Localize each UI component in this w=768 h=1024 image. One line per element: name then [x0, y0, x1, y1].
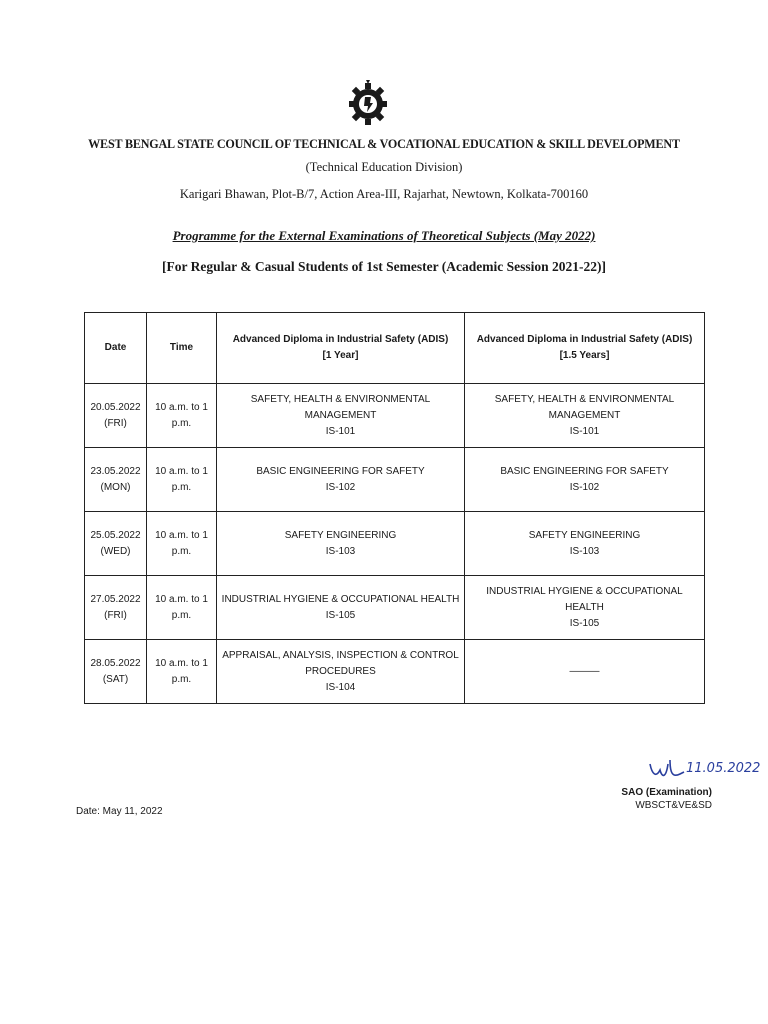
time-cell — [147, 448, 217, 512]
time-cell — [147, 576, 217, 640]
adis-1-5-years-cell — [465, 512, 705, 576]
programme-title: Programme for the External Examinations of Theoretical Subjects (May 2022) — [172, 228, 596, 243]
signatory-block — [621, 786, 712, 812]
exam-date: 28.05.2022 — [90, 657, 141, 669]
adis-1-year-cell — [217, 576, 465, 640]
organization-name: WEST BENGAL STATE COUNCIL OF TECHNICAL & VOCATIONAL EDUCATION & SKILL DEVELOPMENT — [88, 136, 680, 151]
students-subtitle: [For Regular & Casual Students of 1st Semester (Academic Session 2021-22)] — [162, 259, 606, 274]
subject-code: IS-101 — [569, 425, 600, 437]
subject-name: BASIC ENGINEERING FOR SAFETY — [256, 465, 425, 477]
exam-date: 27.05.2022 — [90, 593, 141, 605]
exam-day: (MON) — [100, 481, 131, 493]
subject-name: INDUSTRIAL HYGIENE & OCCUPATIONAL HEALTH — [486, 585, 683, 613]
exam-day: (WED) — [100, 545, 131, 557]
exam-day: (FRI) — [104, 609, 127, 621]
handwritten-signature — [640, 742, 760, 792]
exam-day: (FRI) — [104, 417, 127, 429]
subject-name: SAFETY, HEALTH & ENVIRONMENTAL MANAGEMENT — [250, 393, 431, 421]
subject-code: IS-101 — [325, 425, 356, 437]
signature-date: 11.05.2022 — [686, 761, 760, 776]
header-adis-1-5-years — [465, 313, 705, 384]
exam-time: 10 a.m. to 1 p.m. — [155, 593, 208, 621]
adis-1-year-cell — [217, 640, 465, 704]
subject-name: SAFETY, HEALTH & ENVIRONMENTAL MANAGEMENT — [494, 393, 675, 421]
adis-1-5-years-cell — [465, 448, 705, 512]
date-cell — [85, 512, 147, 576]
table-row — [85, 640, 705, 704]
subject-code: IS-102 — [325, 481, 356, 493]
subject-name: BASIC ENGINEERING FOR SAFETY — [500, 465, 669, 477]
organization-address: Karigari Bhawan, Plot-B/7, Action Area-III, Rajarhat, Newtown, Kolkata-700160 — [179, 187, 589, 201]
subject-name: SAFETY ENGINEERING — [284, 529, 397, 541]
table-row — [85, 576, 705, 640]
signatory-organization: WBSCT&VE&SD — [635, 800, 712, 811]
exam-time: 10 a.m. to 1 p.m. — [155, 657, 208, 685]
exam-time: 10 a.m. to 1 p.m. — [155, 465, 208, 493]
date-cell — [85, 448, 147, 512]
time-cell — [147, 512, 217, 576]
table-row — [85, 512, 705, 576]
subject-code: IS-103 — [569, 545, 600, 557]
exam-date: 20.05.2022 — [90, 401, 141, 413]
date-cell — [85, 384, 147, 448]
signatory-title: SAO (Examination) — [621, 787, 712, 798]
council-emblem-icon — [348, 80, 388, 132]
header-course-name: Advanced Diploma in Industrial Safety (ADIS) — [232, 334, 449, 345]
table-header-row — [85, 313, 705, 384]
exam-time: 10 a.m. to 1 p.m. — [155, 401, 208, 429]
exam-day: (SAT) — [102, 673, 129, 685]
header-time: Time — [147, 313, 217, 384]
date-cell — [85, 640, 147, 704]
time-cell — [147, 640, 217, 704]
header-date: Date — [85, 313, 147, 384]
subject-code: IS-102 — [569, 481, 600, 493]
exam-date: 23.05.2022 — [90, 465, 141, 477]
time-cell — [147, 384, 217, 448]
subject-name: INDUSTRIAL HYGIENE & OCCUPATIONAL HEALTH — [221, 593, 460, 605]
exam-time: 10 a.m. to 1 p.m. — [155, 529, 208, 557]
subject-code: IS-105 — [325, 609, 356, 621]
adis-1-5-years-cell — [465, 640, 705, 704]
header-course-duration: [1.5 Years] — [559, 350, 610, 361]
adis-1-5-years-cell — [465, 576, 705, 640]
exam-date: 25.05.2022 — [90, 529, 141, 541]
subject-code: IS-104 — [325, 681, 356, 693]
table-row — [85, 384, 705, 448]
subject-code: IS-105 — [569, 617, 600, 629]
subject-name: ——— — [569, 665, 600, 677]
exam-schedule-table — [84, 312, 705, 704]
adis-1-year-cell — [217, 448, 465, 512]
adis-1-year-cell — [217, 384, 465, 448]
header-course-name: Advanced Diploma in Industrial Safety (ADIS) — [476, 334, 693, 345]
subject-code: IS-103 — [325, 545, 356, 557]
document-date: Date: May 11, 2022 — [76, 806, 163, 817]
subject-name: SAFETY ENGINEERING — [528, 529, 641, 541]
division-name: (Technical Education Division) — [305, 160, 463, 174]
header-course-duration: [1 Year] — [322, 350, 359, 361]
table-row — [85, 448, 705, 512]
date-cell — [85, 576, 147, 640]
adis-1-year-cell — [217, 512, 465, 576]
adis-1-5-years-cell — [465, 384, 705, 448]
header-adis-1-year — [217, 313, 465, 384]
subject-name: APPRAISAL, ANALYSIS, INSPECTION & CONTROL PROCEDURES — [222, 649, 459, 677]
